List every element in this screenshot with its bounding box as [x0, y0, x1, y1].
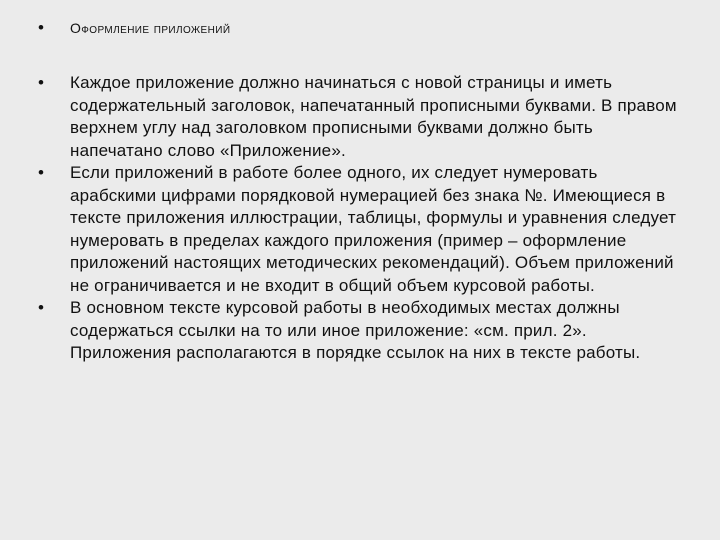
bullet-item-appendix-numbering: [38, 162, 688, 297]
bullet-marker: •: [38, 73, 45, 92]
title-bullet: •: [38, 18, 45, 37]
bullet-text: Каждое приложение должно начинаться с новой страницы и иметь содержательный заголовок, напечатанный прописными буквами. В правом верхнем углу над заголовком прописными буквами должно быть напечатано слово «Приложение».: [70, 73, 677, 160]
bullet-text: Если приложений в работе более одного, их следует нумеровать арабскими цифрами порядковой нумерацией без знака №. Имеющиеся в тексте приложения иллюстрации, таблицы, формулы и уравнения следует нумеровать в пределах каждого приложения (пример – оформление приложений настоящих методических рекомендаций). Объем приложений не ограничивается и не входит в общий объем курсовой работы.: [70, 163, 677, 295]
slide-title: Оформление приложений: [70, 20, 231, 36]
bullet-item-appendix-references: [38, 297, 688, 365]
bullet-marker: •: [38, 298, 45, 317]
bullet-marker: •: [38, 163, 45, 182]
bullet-text: В основном тексте курсовой работы в необходимых местах должны содержаться ссылки на то или иное приложение: «см. прил. 2». Приложения располагаются в порядке ссылок на них в тексте работы.: [70, 298, 641, 362]
bullet-list: [38, 72, 688, 365]
bullet-item-appendix-format: [38, 72, 688, 162]
slide-title-row: [38, 19, 678, 36]
